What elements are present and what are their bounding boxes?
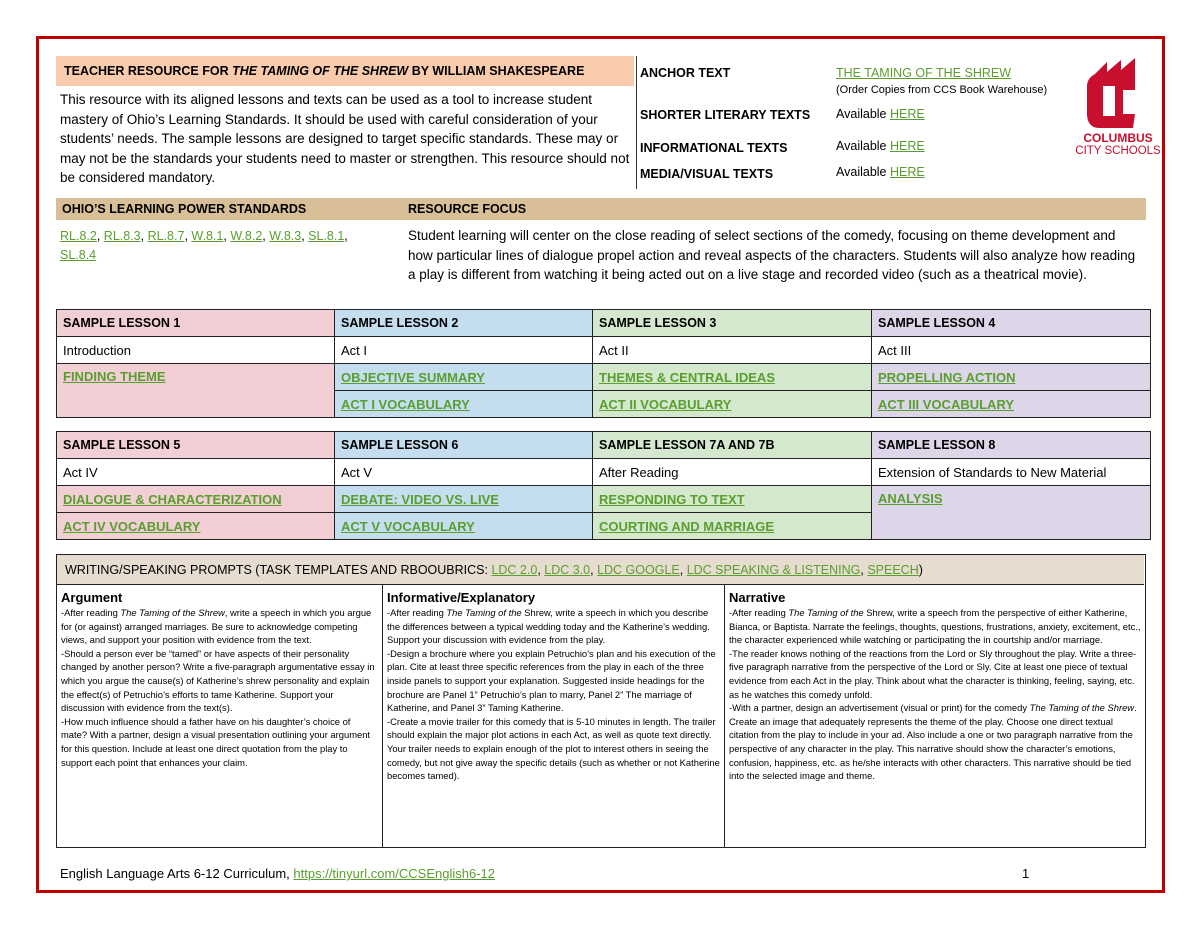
informative-prompt: -Design a brochure where you explain Petruchio’s plan and his execution of the plan. Cite at least three specific references from the play in each of the three inside panels to support your explanation. Suggested inside headings for the brochure are Panel 1” Petruchio’s plan to marry, Panel 2” The marriage of Katherine, and Panel 3” Taming Katherine. xyxy=(387,647,716,714)
lesson-topic: Act III xyxy=(872,337,1151,364)
lesson-link[interactable]: PROPELLING ACTION xyxy=(878,369,1016,385)
media-texts-value: Available HERE xyxy=(836,165,925,179)
lesson-topic: After Reading xyxy=(593,459,872,486)
resource-title: TEACHER RESOURCE FOR THE TAMING OF THE SHREW BY WILLIAM SHAKESPEARE xyxy=(56,56,634,86)
lesson-title: SAMPLE LESSON 8 xyxy=(872,432,1151,459)
lesson-vocab-link[interactable]: ACT IV VOCABULARY xyxy=(63,518,201,534)
argument-prompt: -Should a person ever be “tamed” or have aspects of their personality changed by another person? Write a five-paragraph argumentative essay in which you argue the cause(s) of Katherine’s shrew personality and explain the effect(s) of Petruchio’s efforts to tame Katherine. Support your discussion with evidence from the text(s). xyxy=(61,647,375,714)
shorter-texts-here-link[interactable]: HERE xyxy=(890,107,925,121)
logo-line1: COLUMBUS xyxy=(1083,131,1153,145)
ldc-speaking-link[interactable]: LDC SPEAKING & LISTENING xyxy=(686,563,861,577)
standard-link[interactable]: SL.8.4 xyxy=(60,248,97,262)
informative-heading: Informative/Explanatory xyxy=(387,590,536,605)
lesson-link-cell xyxy=(335,391,593,418)
informational-texts-here-link[interactable]: HERE xyxy=(890,139,925,153)
informational-texts-value: Available HERE xyxy=(836,139,925,153)
lesson-topic: Act I xyxy=(335,337,593,364)
lesson-link-cell xyxy=(872,364,1151,391)
narrative-prompt: -The reader knows nothing of the reactions from the Lord or Sly throughout the play. Write a three-five paragraph narrative from the perspective of the Lord or Sly. Cite at least one piece of textual evidence from each Act in the play. Think about what the character is thinking, feeling, saying, etc. as he watches this comedy unfold. xyxy=(729,647,1137,700)
prompts-header: WRITING/SPEAKING PROMPTS (TASK TEMPLATES AND RBOOUBRICS: LDC 2.0, LDC 3.0, LDC GOOGLE, LDC SPEAKING & LISTENING, SPEECH) xyxy=(57,555,1144,585)
media-texts-label: MEDIA/VISUAL TEXTS xyxy=(640,167,774,181)
ldc-google-link[interactable]: LDC GOOGLE xyxy=(597,563,680,577)
narrative-heading: Narrative xyxy=(729,590,786,605)
lesson-link[interactable]: COURTING AND MARRIAGE xyxy=(599,518,775,534)
narrative-column xyxy=(725,585,1145,847)
lesson-link[interactable]: THEMES & CENTRAL IDEAS xyxy=(599,369,775,385)
lesson-vocab-link[interactable]: ACT V VOCABULARY xyxy=(341,518,475,534)
lesson-vocab-link[interactable]: ACT I VOCABULARY xyxy=(341,396,470,412)
lesson-link-cell xyxy=(335,513,593,540)
lesson-title: SAMPLE LESSON 4 xyxy=(872,310,1151,337)
lesson-vocab-link[interactable]: ACT II VOCABULARY xyxy=(599,396,732,412)
resource-focus-text: Student learning will center on the close reading of select sections of the comedy, focusing on theme development and how particular lines of dialogue propel action and reveal aspects of the characters. Students will also analyze how reading a play is different from watching it being acted out on a live stage and recorded video (such as a theatrical movie). xyxy=(408,228,1136,282)
standards-focus-band xyxy=(56,198,1146,220)
lesson-link[interactable]: OBJECTIVE SUMMARY xyxy=(341,369,485,385)
informative-prompt: -After reading The Taming of the Shrew, write a speech in which you describe the differences between a typical wedding today and the Katherine’s wedding. Support your discussion with evidence from the play. xyxy=(387,607,710,646)
informative-prompt: -Create a movie trailer for this comedy that is 5-10 minutes in length. The trailer should explain the major plot actions in each Act, as well as quote text directly. Your trailer needs to explain enough of the plot to interest others in seeing the comedy, but not give away the specific details (such as whether or not Katherine becomes tamed). xyxy=(387,715,720,782)
argument-prompt: -After reading The Taming of the Shrew, write a speech in which you argue for (or against) arranged marriages. Be sure to acknowledge competing views, and support your position with evidence from the text. xyxy=(61,607,372,646)
logo-line2: CITY SCHOOLS xyxy=(1075,145,1161,157)
lesson-vocab-link[interactable]: ACT III VOCABULARY xyxy=(878,396,1015,412)
shorter-texts-label: SHORTER LITERARY TEXTS xyxy=(640,108,811,122)
argument-prompt: -How much influence should a father have on his daughter’s choice of mate? With a partner, design a visual presentation outlining your argument for this question. Include at least one direct quotation from the play to support each point that enhances your claim. xyxy=(61,715,371,768)
standard-link[interactable]: RL.8.3 xyxy=(103,229,141,243)
informational-texts-label: INFORMATIONAL TEXTS xyxy=(640,141,788,155)
standard-link[interactable]: W.8.1 xyxy=(191,229,224,243)
standard-link[interactable]: W.8.2 xyxy=(230,229,263,243)
lesson-link-cell xyxy=(57,486,335,513)
lesson-link[interactable]: ANALYSIS xyxy=(878,491,943,506)
header-divider xyxy=(636,56,637,189)
lesson-title: SAMPLE LESSON 7A AND 7B xyxy=(593,432,872,459)
informative-column xyxy=(383,585,724,847)
lesson-link[interactable]: RESPONDING TO TEXT xyxy=(599,491,745,507)
lesson-title: SAMPLE LESSON 5 xyxy=(57,432,335,459)
lesson-link[interactable]: FINDING THEME xyxy=(63,369,166,384)
lesson-link-cell xyxy=(335,364,593,391)
ldc-3-link[interactable]: LDC 3.0 xyxy=(544,563,591,577)
lesson-link-cell xyxy=(335,486,593,513)
lesson-link-cell xyxy=(872,391,1151,418)
lesson-title: SAMPLE LESSON 2 xyxy=(335,310,593,337)
lesson-link-cell xyxy=(593,513,872,540)
media-texts-here-link[interactable]: HERE xyxy=(890,165,925,179)
standards-links: RL.8.2, RL.8.3, RL.8.7, W.8.1, W.8.2, W.8.3, SL.8.1, SL.8.4 xyxy=(60,229,348,262)
anchor-text-label: ANCHOR TEXT xyxy=(640,66,731,80)
standards-label: OHIO’S LEARNING POWER STANDARDS xyxy=(62,202,307,216)
lesson-link-cell xyxy=(593,486,872,513)
standard-link[interactable]: RL.8.2 xyxy=(60,229,97,243)
standard-link[interactable]: SL.8.1 xyxy=(308,229,345,243)
anchor-order-note: (Order Copies from CCS Book Warehouse) xyxy=(836,84,1048,96)
lessons-table-bottom xyxy=(56,431,1151,540)
argument-column xyxy=(57,585,382,847)
lesson-topic: Act II xyxy=(593,337,872,364)
standard-link[interactable]: RL.8.7 xyxy=(147,229,185,243)
lesson-link-cell xyxy=(593,391,872,418)
lesson-topic: Act V xyxy=(335,459,593,486)
lesson-title: SAMPLE LESSON 1 xyxy=(57,310,335,337)
columbus-city-schools-logo xyxy=(1077,56,1159,158)
lesson-link-cell xyxy=(57,513,335,540)
focus-label: RESOURCE FOCUS xyxy=(408,202,527,216)
speech-link[interactable]: SPEECH xyxy=(867,563,919,577)
shorter-texts-value: Available HERE xyxy=(836,107,925,121)
lesson-link-cell xyxy=(57,364,335,418)
argument-heading: Argument xyxy=(61,590,123,605)
ldc-2-link[interactable]: LDC 2.0 xyxy=(491,563,538,577)
curriculum-link[interactable]: https://tinyurl.com/CCSEnglish6-12 xyxy=(293,866,495,881)
footer: English Language Arts 6-12 Curriculum, https://tinyurl.com/CCSEnglish6-12 xyxy=(60,866,495,881)
lesson-link-cell xyxy=(593,364,872,391)
narrative-prompt: -After reading The Taming of the Shrew, write a speech from the perspective of either Katherine, Bianca, or Baptista. Narrate the feelings, thoughts, questions, frustrations, anxiety, excitement, etc., the character experienced while watching or participating the in courtship and/or marriage. xyxy=(729,607,1141,646)
narrative-prompt: -With a partner, design an advertisement (visual or print) for the comedy The Taming of the Shrew. Create an image that adequately represents the theme of the play. Choose one direct textual citation from the play to include in your ad. Also include a one or two paragraph narrative from the perspective of any character in the play. This narrative should show the character’s emotions, confusion, happiness, etc. as he/she interacts with other characters. This narrative should be tied into the selected image and theme. xyxy=(729,702,1137,782)
page-number: 1 xyxy=(1022,866,1030,881)
lesson-link-cell xyxy=(872,486,1151,540)
resource-intro: This resource with its aligned lessons and texts can be used as a tool to increase student mastery of Ohio’s Learning Standards. It should be used with careful consideration of your students’ needs. The sample lessons are designed to target specific standards. These may or may not be the standards your students need to master or strengthen. This resource should not be considered mandatory. xyxy=(60,92,630,185)
lessons-table-top xyxy=(56,309,1151,418)
lesson-topic: Extension of Standards to New Material xyxy=(872,459,1151,486)
lesson-link[interactable]: DIALOGUE & CHARACTERIZATION xyxy=(63,491,282,507)
standard-link[interactable]: W.8.3 xyxy=(269,229,302,243)
lesson-title: SAMPLE LESSON 6 xyxy=(335,432,593,459)
lesson-link[interactable]: DEBATE: VIDEO VS. LIVE xyxy=(341,491,499,507)
lesson-title: SAMPLE LESSON 3 xyxy=(593,310,872,337)
anchor-text-link[interactable]: THE TAMING OF THE SHREW xyxy=(836,66,1012,80)
lesson-topic: Introduction xyxy=(57,337,335,364)
lesson-topic: Act IV xyxy=(57,459,335,486)
